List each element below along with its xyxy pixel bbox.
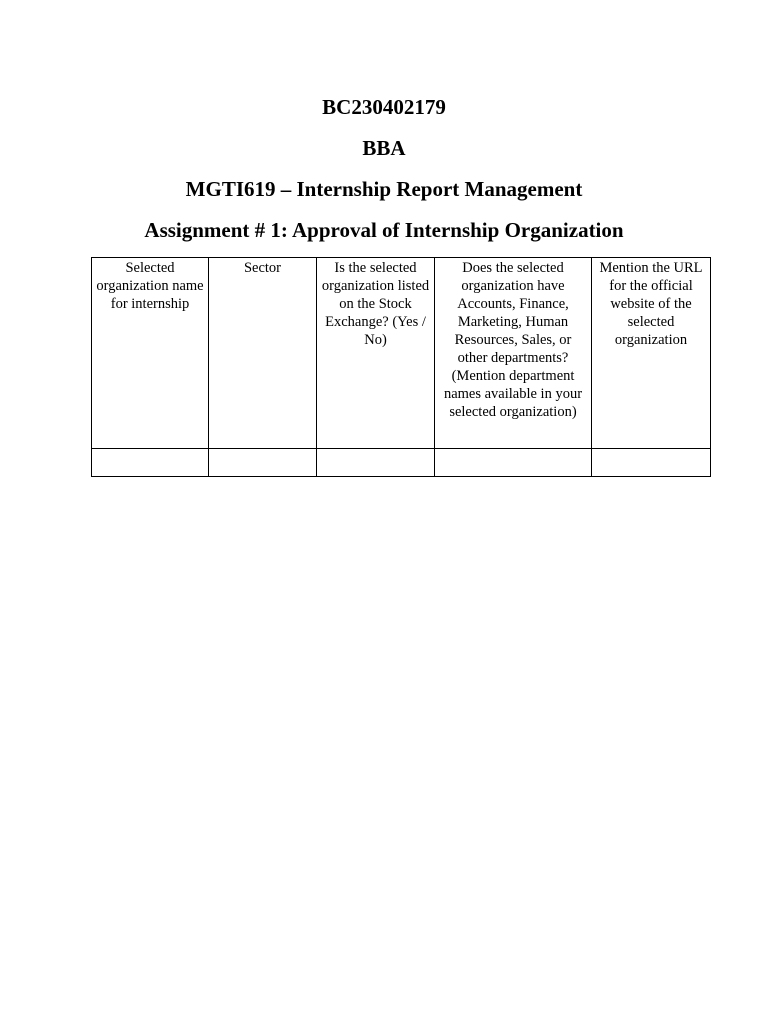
table-header-row <box>92 258 711 449</box>
cell-stock-exchange[interactable] <box>317 449 435 477</box>
course-title: MGTI619 – Internship Report Management <box>185 177 583 201</box>
header-departments: Does the selected organization have Accounts, Finance, Marketing, Human Resources, Sales, or other departments? (Mention department names available in your selected organization) <box>435 258 592 449</box>
header-organization-name: Selected organization name for internship <box>92 258 209 449</box>
header-website-url: Mention the URL for the official website of the selected organization <box>592 258 711 449</box>
cell-departments[interactable] <box>435 449 592 477</box>
student-id: BC230402179 <box>322 95 446 119</box>
cell-website-url[interactable] <box>592 449 711 477</box>
header-sector: Sector <box>209 258 317 449</box>
header-stock-exchange: Is the selected organization listed on the Stock Exchange? (Yes / No) <box>317 258 435 449</box>
assignment-title: Assignment # 1: Approval of Internship Organization <box>144 218 624 242</box>
cell-organization-name[interactable] <box>92 449 209 477</box>
cell-sector[interactable] <box>209 449 317 477</box>
program-name: BBA <box>362 136 406 160</box>
approval-table <box>91 257 711 477</box>
table-row <box>92 449 711 477</box>
